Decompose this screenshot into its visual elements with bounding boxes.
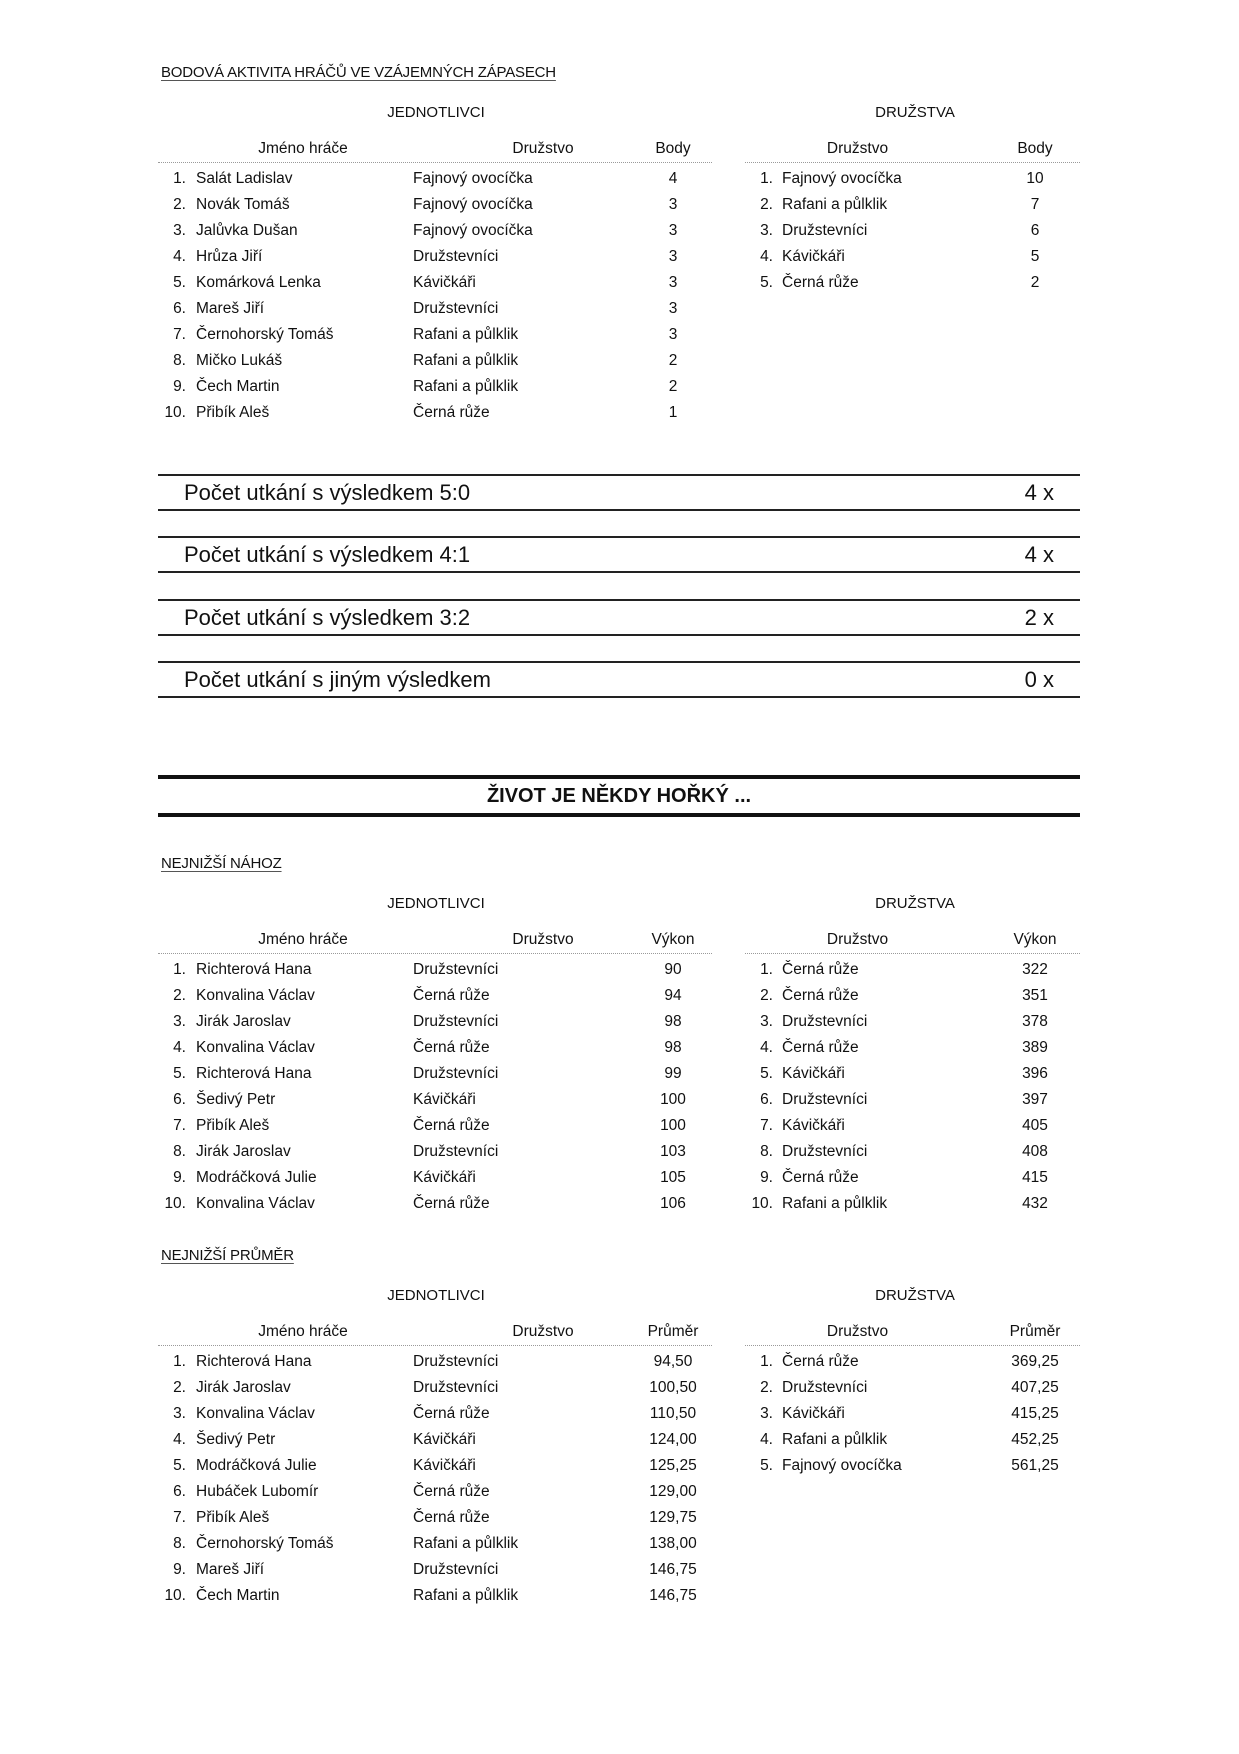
value: 396: [1022, 1065, 1048, 1082]
team-name: Černá růže: [413, 1039, 490, 1056]
table-row: [745, 1349, 1080, 1375]
player-name: Šedivý Petr: [196, 1091, 276, 1108]
value: 129,75: [649, 1509, 697, 1526]
value: 2: [668, 352, 678, 369]
table-row: [158, 400, 712, 426]
section-banner: ŽIVOT JE NĚKDY HOŘKÝ ...: [158, 775, 1080, 817]
rank-number: 7.: [173, 1509, 186, 1526]
player-name: Čech Martin: [196, 1587, 280, 1604]
table-row: [158, 1061, 712, 1087]
col-header-player: Jméno hráče: [258, 140, 348, 157]
rank-number: 2.: [173, 987, 186, 1004]
table-row: [745, 1453, 1080, 1479]
col-header-score: Výkon: [651, 931, 695, 948]
team-name: Družstevníci: [413, 1379, 499, 1396]
rank-number: 4.: [760, 248, 773, 265]
team-name: Družstevníci: [413, 1561, 499, 1578]
player-name: Přibík Aleš: [196, 1509, 270, 1526]
header-divider: [745, 953, 1080, 954]
rank-number: 5.: [760, 1065, 773, 1082]
rank-number: 6.: [173, 1091, 186, 1108]
team-name: Černá růže: [782, 1039, 859, 1056]
rank-number: 1.: [760, 961, 773, 978]
team-name: Kávičkáři: [413, 1457, 476, 1474]
value: 146,75: [649, 1561, 697, 1578]
teams-lowest-average-table: [745, 1323, 1080, 1474]
table-row: [158, 1191, 712, 1217]
rank-number: 4.: [173, 248, 186, 265]
value: 389: [1022, 1039, 1048, 1056]
result-count-5-0: [158, 474, 1080, 511]
rank-number: 6.: [173, 1483, 186, 1500]
result-count-other: [158, 661, 1080, 698]
header-divider: [745, 162, 1080, 163]
team-name: Družstevníci: [782, 1091, 868, 1108]
team-name: Fajnový ovocíčka: [413, 170, 533, 187]
rank-number: 10.: [164, 1195, 186, 1212]
rank-number: 2.: [760, 196, 773, 213]
rank-number: 2.: [760, 987, 773, 1004]
value: 105: [660, 1169, 686, 1186]
value: 10: [1026, 170, 1044, 187]
value: 452,25: [1011, 1431, 1059, 1448]
col-header-team: Družstvo: [826, 931, 889, 948]
rank-number: 8.: [760, 1143, 773, 1160]
table-row: [745, 270, 1080, 296]
section-title-lowest-throw: NEJNIŽŠÍ NÁHOZ: [161, 855, 282, 872]
value: 4: [668, 170, 678, 187]
rank-number: 8.: [173, 352, 186, 369]
team-name: Fajnový ovocíčka: [782, 170, 902, 187]
team-name: Černá růže: [413, 1405, 490, 1422]
value: 100,50: [649, 1379, 697, 1396]
team-name: Fajnový ovocíčka: [782, 1457, 902, 1474]
value: 415: [1022, 1169, 1048, 1186]
team-name: Černá růže: [782, 961, 859, 978]
table-row: [158, 166, 712, 192]
table-row: [745, 166, 1080, 192]
rank-number: 7.: [760, 1117, 773, 1134]
rank-number: 4.: [760, 1431, 773, 1448]
team-name: Družstevníci: [413, 1143, 499, 1160]
value: 94: [664, 987, 682, 1004]
rank-number: 7.: [173, 1117, 186, 1134]
team-name: Černá růže: [782, 274, 859, 291]
result-count-3-2: [158, 599, 1080, 636]
player-name: Hrůza Jiří: [196, 248, 263, 265]
team-name: Rafani a půlklik: [413, 352, 519, 369]
teams-title: DRUŽSTVA: [875, 895, 955, 912]
rank-number: 9.: [760, 1169, 773, 1186]
rank-number: 1.: [173, 170, 186, 187]
table-row: [158, 374, 712, 400]
team-name: Družstevníci: [413, 1065, 499, 1082]
value: 369,25: [1011, 1353, 1059, 1370]
result-value: 2 x: [1024, 605, 1054, 630]
rank-number: 4.: [173, 1039, 186, 1056]
col-header-average: Průměr: [647, 1323, 699, 1340]
value: 561,25: [1011, 1457, 1059, 1474]
player-name: Mareš Jiří: [196, 300, 265, 317]
table-row: [158, 1401, 712, 1427]
team-name: Černá růže: [413, 987, 490, 1004]
value: 100: [660, 1091, 686, 1108]
player-name: Černohorský Tomáš: [196, 326, 334, 343]
rank-number: 10.: [164, 1587, 186, 1604]
table-row: [158, 1349, 712, 1375]
player-name: Konvalina Václav: [196, 1195, 315, 1212]
player-name: Přibík Aleš: [196, 1117, 270, 1134]
table-row: [158, 296, 712, 322]
team-name: Rafani a půlklik: [782, 1195, 888, 1212]
teams-lowest-throw-table: [745, 931, 1080, 1212]
col-header-team: Družstvo: [512, 1323, 574, 1340]
team-name: Družstevníci: [782, 222, 868, 239]
value: 407,25: [1011, 1379, 1059, 1396]
player-name: Konvalina Václav: [196, 1405, 315, 1422]
table-row: [745, 218, 1080, 244]
table-row: [158, 1453, 712, 1479]
value: 322: [1022, 961, 1048, 978]
rank-number: 5.: [173, 1457, 186, 1474]
table-row: [745, 1139, 1080, 1165]
value: 99: [664, 1065, 682, 1082]
team-name: Družstevníci: [413, 961, 499, 978]
team-name: Černá růže: [782, 1353, 859, 1370]
value: 138,00: [649, 1535, 697, 1552]
col-header-score: Výkon: [1013, 931, 1057, 948]
value: 6: [1030, 222, 1040, 239]
value: 408: [1022, 1143, 1048, 1160]
player-name: Modráčková Julie: [196, 1169, 317, 1186]
result-label: Počet utkání s výsledkem 5:0: [184, 480, 471, 505]
rank-number: 9.: [173, 1561, 186, 1578]
value: 3: [668, 248, 678, 265]
player-name: Richterová Hana: [196, 1353, 312, 1370]
value: 103: [660, 1143, 686, 1160]
value: 415,25: [1011, 1405, 1059, 1422]
result-count-4-1: [158, 536, 1080, 573]
rank-number: 1.: [173, 1353, 186, 1370]
result-value: 4 x: [1024, 542, 1054, 567]
table-row: [745, 1087, 1080, 1113]
value: 405: [1022, 1117, 1048, 1134]
value: 378: [1022, 1013, 1048, 1030]
player-name: Richterová Hana: [196, 1065, 312, 1082]
team-name: Černá růže: [413, 1509, 490, 1526]
table-row: [158, 1583, 712, 1609]
rank-number: 3.: [173, 1013, 186, 1030]
value: 129,00: [649, 1483, 697, 1500]
value: 98: [664, 1039, 682, 1056]
value: 125,25: [649, 1457, 697, 1474]
value: 106: [660, 1195, 686, 1212]
col-header-team: Družstvo: [826, 1323, 889, 1340]
table-row: [158, 348, 712, 374]
teams-title: DRUŽSTVA: [875, 1287, 955, 1304]
rank-number: 6.: [760, 1091, 773, 1108]
team-name: Družstevníci: [413, 1353, 499, 1370]
header-divider: [158, 1345, 712, 1346]
col-header-average: Průměr: [1009, 1323, 1061, 1340]
rank-number: 8.: [173, 1535, 186, 1552]
individuals-title: JEDNOTLIVCI: [387, 1287, 485, 1304]
team-name: Černá růže: [413, 404, 490, 421]
rank-number: 5.: [173, 1065, 186, 1082]
table-row: [158, 218, 712, 244]
table-row: [745, 1061, 1080, 1087]
table-row: [158, 1505, 712, 1531]
value: 7: [1030, 196, 1040, 213]
table-row: [158, 244, 712, 270]
table-row: [158, 192, 712, 218]
value: 98: [664, 1013, 682, 1030]
player-name: Konvalina Václav: [196, 987, 315, 1004]
rank-number: 2.: [173, 196, 186, 213]
team-name: Kávičkáři: [782, 248, 845, 265]
rank-number: 4.: [173, 1431, 186, 1448]
rank-number: 10.: [164, 404, 186, 421]
table-row: [745, 1165, 1080, 1191]
player-name: Mareš Jiří: [196, 1561, 265, 1578]
col-header-player: Jméno hráče: [258, 931, 348, 948]
player-name: Modráčková Julie: [196, 1457, 317, 1474]
rank-number: 7.: [173, 326, 186, 343]
rank-number: 3.: [760, 1405, 773, 1422]
table-row: [158, 1113, 712, 1139]
table-row: [158, 1139, 712, 1165]
player-name: Komárková Lenka: [196, 274, 321, 291]
value: 146,75: [649, 1587, 697, 1604]
individuals-title: JEDNOTLIVCI: [387, 895, 485, 912]
result-label: Počet utkání s výsledkem 3:2: [184, 605, 471, 630]
rank-number: 5.: [173, 274, 186, 291]
player-name: Richterová Hana: [196, 961, 312, 978]
table-row: [745, 1035, 1080, 1061]
table-row: [745, 957, 1080, 983]
value: 3: [668, 274, 678, 291]
rank-number: 5.: [760, 1457, 773, 1474]
team-name: Kávičkáři: [782, 1117, 845, 1134]
individuals-title: JEDNOTLIVCI: [387, 104, 485, 121]
individuals-lowest-average-table: [158, 1323, 712, 1604]
table-row: [158, 1557, 712, 1583]
rank-number: 8.: [173, 1143, 186, 1160]
value: 5: [1030, 248, 1040, 265]
header-divider: [158, 953, 712, 954]
rank-number: 2.: [760, 1379, 773, 1396]
table-row: [745, 983, 1080, 1009]
header-divider: [158, 162, 712, 163]
header-divider: [745, 1345, 1080, 1346]
teams-points-table: [745, 140, 1080, 291]
rank-number: 3.: [173, 1405, 186, 1422]
table-row: [158, 983, 712, 1009]
table-row: [745, 1113, 1080, 1139]
team-name: Rafani a půlklik: [782, 1431, 888, 1448]
col-header-player: Jméno hráče: [258, 1323, 348, 1340]
value: 1: [668, 404, 678, 421]
value: 100: [660, 1117, 686, 1134]
value: 3: [668, 196, 678, 213]
rank-number: 9.: [173, 1169, 186, 1186]
player-name: Jirák Jaroslav: [196, 1379, 291, 1396]
rank-number: 1.: [173, 961, 186, 978]
team-name: Kávičkáři: [413, 1169, 476, 1186]
table-row: [158, 1009, 712, 1035]
col-header-team: Družstvo: [512, 931, 574, 948]
rank-number: 1.: [760, 1353, 773, 1370]
player-name: Černohorský Tomáš: [196, 1535, 334, 1552]
team-name: Rafani a půlklik: [782, 196, 888, 213]
value: 2: [668, 378, 678, 395]
result-label: Počet utkání s výsledkem 4:1: [184, 542, 471, 567]
team-name: Družstevníci: [782, 1379, 868, 1396]
col-header-team: Družstvo: [826, 140, 889, 157]
teams-title: DRUŽSTVA: [875, 104, 955, 121]
value: 94,50: [653, 1353, 693, 1370]
col-header-team: Družstvo: [512, 140, 574, 157]
player-name: Jirák Jaroslav: [196, 1143, 291, 1160]
value: 2: [1030, 274, 1040, 291]
player-name: Šedivý Petr: [196, 1431, 276, 1448]
table-row: [745, 192, 1080, 218]
individuals-lowest-throw-table: [158, 931, 712, 1212]
player-name: Salát Ladislav: [196, 170, 293, 187]
player-name: Novák Tomáš: [196, 196, 290, 213]
result-value: 0 x: [1024, 667, 1054, 692]
table-row: [158, 1375, 712, 1401]
rank-number: 6.: [173, 300, 186, 317]
value: 124,00: [649, 1431, 697, 1448]
team-name: Družstevníci: [413, 248, 499, 265]
player-name: Mičko Lukáš: [196, 352, 283, 369]
table-row: [158, 1035, 712, 1061]
table-row: [158, 1427, 712, 1453]
team-name: Černá růže: [413, 1195, 490, 1212]
team-name: Černá růže: [413, 1483, 490, 1500]
rank-number: 4.: [760, 1039, 773, 1056]
value: 3: [668, 300, 678, 317]
team-name: Družstevníci: [413, 1013, 499, 1030]
value: 397: [1022, 1091, 1048, 1108]
team-name: Rafani a půlklik: [413, 378, 519, 395]
rank-number: 3.: [760, 222, 773, 239]
player-name: Konvalina Václav: [196, 1039, 315, 1056]
rank-number: 1.: [760, 170, 773, 187]
table-row: [745, 1401, 1080, 1427]
team-name: Družstevníci: [782, 1143, 868, 1160]
section-title-points-activity: BODOVÁ AKTIVITA HRÁČŮ VE VZÁJEMNÝCH ZÁPASECH: [161, 64, 556, 81]
player-name: Hubáček Lubomír: [196, 1483, 319, 1500]
team-name: Rafani a půlklik: [413, 1535, 519, 1552]
team-name: Kávičkáři: [782, 1405, 845, 1422]
result-value: 4 x: [1024, 480, 1054, 505]
value: 351: [1022, 987, 1048, 1004]
team-name: Fajnový ovocíčka: [413, 222, 533, 239]
team-name: Kávičkáři: [782, 1065, 845, 1082]
rank-number: 10.: [751, 1195, 773, 1212]
team-name: Černá růže: [782, 1169, 859, 1186]
value: 110,50: [649, 1405, 697, 1422]
team-name: Družstevníci: [413, 300, 499, 317]
rank-number: 5.: [760, 274, 773, 291]
table-row: [158, 1531, 712, 1557]
team-name: Rafani a půlklik: [413, 326, 519, 343]
table-row: [158, 322, 712, 348]
table-row: [158, 957, 712, 983]
rank-number: 3.: [760, 1013, 773, 1030]
rank-number: 9.: [173, 378, 186, 395]
table-row: [745, 1375, 1080, 1401]
value: 90: [664, 961, 682, 978]
rank-number: 3.: [173, 222, 186, 239]
result-label: Počet utkání s jiným výsledkem: [184, 667, 491, 692]
table-row: [745, 1191, 1080, 1217]
table-row: [745, 1009, 1080, 1035]
player-name: Přibík Aleš: [196, 404, 270, 421]
player-name: Jalůvka Dušan: [196, 222, 298, 239]
rank-number: 2.: [173, 1379, 186, 1396]
value: 432: [1022, 1195, 1048, 1212]
col-header-points: Body: [655, 140, 691, 157]
table-row: [158, 270, 712, 296]
team-name: Černá růže: [782, 987, 859, 1004]
team-name: Černá růže: [413, 1117, 490, 1134]
table-row: [745, 244, 1080, 270]
table-row: [158, 1165, 712, 1191]
section-title-lowest-average: NEJNIŽŠÍ PRŮMĚR: [161, 1247, 294, 1264]
team-name: Kávičkáři: [413, 1431, 476, 1448]
team-name: Fajnový ovocíčka: [413, 196, 533, 213]
team-name: Kávičkáři: [413, 274, 476, 291]
team-name: Rafani a půlklik: [413, 1587, 519, 1604]
table-row: [158, 1479, 712, 1505]
table-row: [745, 1427, 1080, 1453]
player-name: Jirák Jaroslav: [196, 1013, 291, 1030]
individuals-points-table: [158, 140, 712, 421]
value: 3: [668, 222, 678, 239]
col-header-points: Body: [1017, 140, 1053, 157]
team-name: Kávičkáři: [413, 1091, 476, 1108]
value: 3: [668, 326, 678, 343]
team-name: Družstevníci: [782, 1013, 868, 1030]
player-name: Čech Martin: [196, 378, 280, 395]
table-row: [158, 1087, 712, 1113]
